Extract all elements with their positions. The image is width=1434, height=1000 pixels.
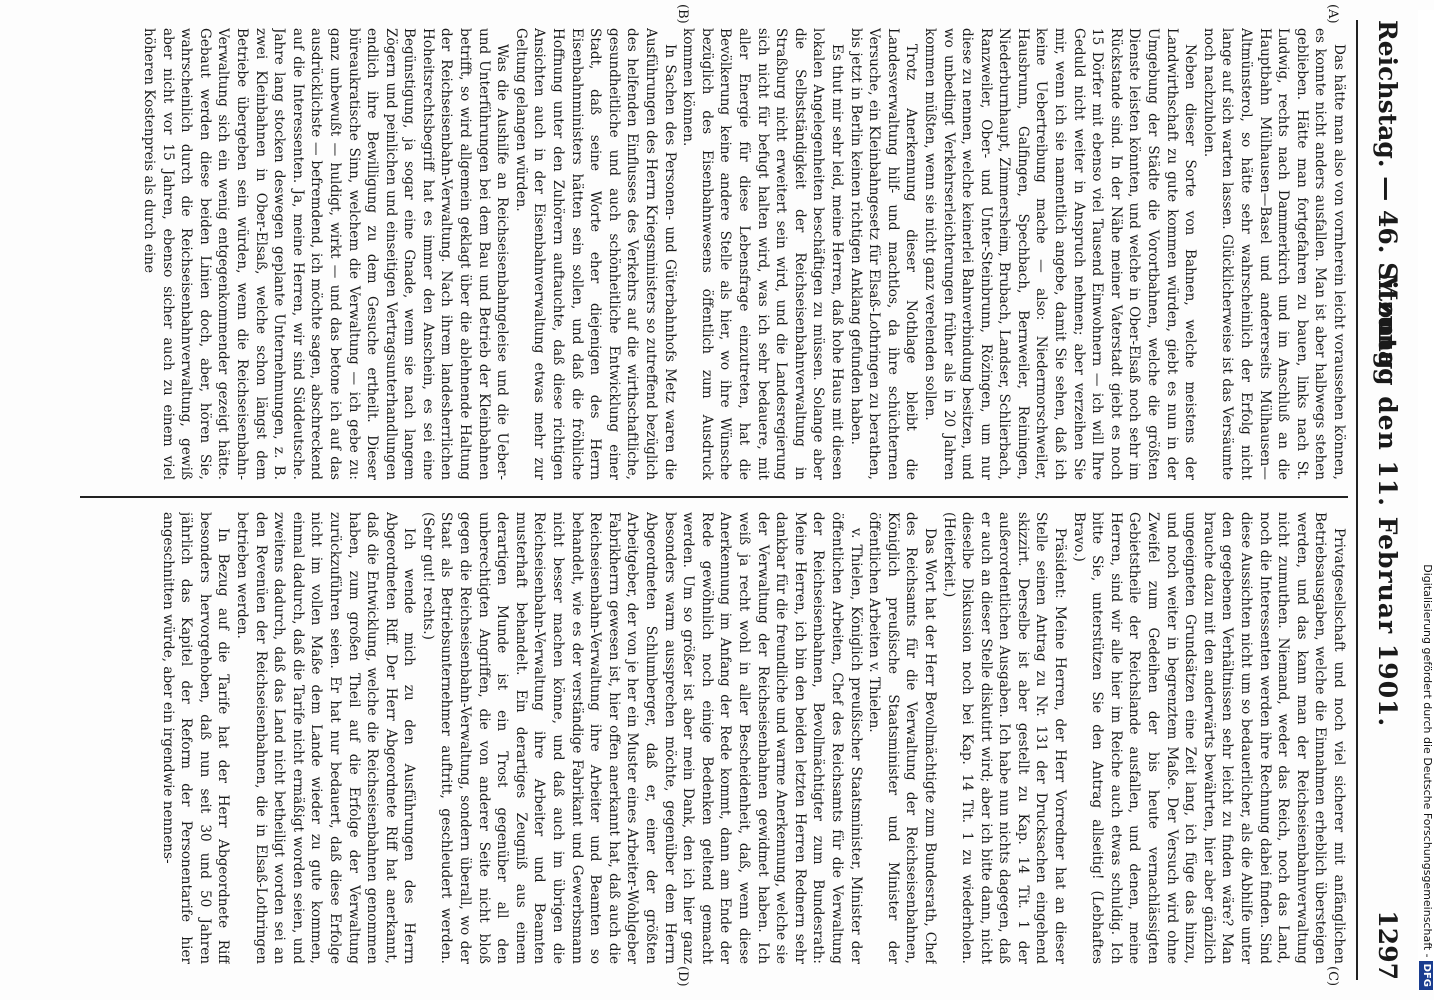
paragraph: Das Wort hat der Herr Bevollmächtigte zum Bundesrath, Chef des Reichsamts für die Verwaltung der Reichseisenbahnen, Königlich preußische Staatsminister und Minister der öffentlichen Arbeiten v. Thielen. bbox=[866, 512, 938, 964]
digitization-text: Digitalisierung gefördert durch die Deutsche Forschungsgemeinschaft - bbox=[1421, 564, 1434, 958]
marker-c: (C) bbox=[1325, 966, 1340, 987]
paragraph: Präsident: Meine Herren, der Herr Vorredner hat an dieser Stelle seinen Antrag zu Nr. 131 der Drucksachen eingehend skizzirt. Derselbe ist aber gestellt zu Kap. 14 Tit. 1 der außerordentlichen Ausgaben. Ich habe nun nichts dagegen, daß er auch an dieser Stelle diskutirt wird; aber ich bitte dann, nicht dieselbe Diskussion noch bei Kap. 14 Tit. 1 zu wiederholen. (Heiterkeit.) bbox=[940, 512, 1069, 964]
column-divider bbox=[80, 496, 1348, 498]
paragraph: Was die Aushilfe an Reichseisenbahngeleise und die Ueber- und Unterführungen bei dem Bau und Betrieb der Kleinbahnen betrifft, so wird allgemein geklagt über die ablehnende Haltung der Reichseisenbahn-Verwaltung. Nach ihrem landesherrlichen Hoheitsrechtsbegriff hat es immer den Anschein, es sei eine Begünstigung, ja sogar eine Gnade, wenn sie nach langem Zögern und peinlichen und einseitigen Vertragsunterhandlungen endlich ihre Bewilligung zu dem Gesuche ertheilt. Dieser büreaukratische Sinn, welchem die Verwaltung — ich gebe zu: ganz unbewußt — huldigt, wirkt — und das betone ich auf das ausdrücklichste — befremdend, ich möchte sagen, abschreckend auf die Interessenten. Ja, meine Herren, wir sind Süddeutsche. Jahre lang stocken deswegen geplante Unternehmungen, z. B. zwei Kleinbahnen in Ober-Elsaß, welche schon längst dem Betriebe übergeben sein würden, wenn die Reichseisenbahn-Verwaltung sich ein wenig entgegenkommender gezeigt hätte. Gebaut werden diese beiden Linien doch, aber, hören Sie, wahrscheinlich durch die Reichseisenbahnverwaltung, gewiß aber nicht vor 15 Jahren, ebenso sicher auch zu einem viel höheren Kostenpreis als durch eine bbox=[141, 28, 511, 480]
marker-b: (B) bbox=[675, 4, 690, 24]
paragraph: Neben dieser Sorte von Bahnen, welche meistens der Landwirthschaft zu gute kommen würden, giebt es nun in der Umgebung der Städte die Vorortbahnen, welche die größten Dienste leisten könnten, und welche in Ober-Elsaß noch sehr im Rückstande sind. In der Nähe meiner Vaterstadt giebt es noch 15 Dörfer mit ebenso viel Tausend Einwohnern — ich will Ihre Geduld nicht weiter in Anspruch nehmen; aber verzeihen Sie mir, wenn ich sie namentlich angebe, damit Sie sehen, daß ich keine Uebertreibung mache — also: Niedermorschweiler, Hausbrunn, Galfingen, Spechbach, Bernweiler, Reiningen, Niederburnhaupt, Zimmersheim, Brubach, Landser, Schlierbach, Ranzweiler, Ober- und Unter-Steinbrunn, Rözingen, um nur diese zu nennen, welche keinerlei Bahnverbindung besitzen, und wo unbedingt Verkehrserleichterungen früher als in 20 Jahren kommen müßten, wenn sie nicht ganz verelenden sollen. bbox=[921, 28, 1199, 480]
paragraph: Ich wende mich zu den Ausführungen des Herrn Abgeordneten Riff. Der Herr Abgeordnete Riff hat anerkannt, daß die Entwicklung, welche die Reichseisenbahnen genommen haben, zum großen Theil auf die Erfolge der Verwaltung zurückzuführen seien. Er hat nur bedauert, daß diese Erfolge nicht im vollen Maße dem Lande wieder zu gute kommen, einmal dadurch, daß die Tarife nicht ermäßigt worden seien, und zweitens dadurch, daß das Land nicht betheiligt worden sei an den Revenüen der Reichseisenbahnen, die in Elsaß-Lothringen betrieben werden. bbox=[233, 512, 418, 964]
paragraph: Privatgesellschaft und noch viel sicherer mit anfänglichen Betriebsausgaben, welche die Einnahmen erheblich übersteigen werden, und das kann man der Reichseisenbahnverwaltung nicht zumuthen. Niemand, weder das Reich, noch das Land, noch die Interessenten werden ihre Rechnung dabei finden. Sind diese Aussichten nicht um so bedauerlicher, als die Abhilfe unter den gegebenen Verhältnissen sehr leicht zu finden wäre? Man brauche dazu mit den anderwärts bewährten, hier aber gänzlich ungeeigneten Grundsätzen eine Zeit lang, ich füge das hinzu, und noch weiter in begrenztem Maße. Der Versuch wird ohne Zweifel zum Gedeihen der bis heute vernachlässigten Gebietstheile der Reichslande ausfallen, und denen, meine Herren, sind wir alle hier im Reiche auch etwas schuldig. Ich bitte Sie, unterstützen Sie den Antrag allseitig! (Lebhaftes Bravo.) bbox=[1070, 512, 1347, 964]
paragraph: v. Thielen, Königlich preußischer Staatsminister, Minister der öffentlichen Arbeiten, Chef des Reichsamts für die Verwaltung der Reichseisenbahnen, Bevollmächtigter zum Bundesrath: Meine Herren, ich bin den beiden letzten Herren Rednern sehr dankbar für die freundliche und warme Anerkennung, welche sie der Verwaltung der Reichseisenbahnen gewidmet haben. Ich weiß ja recht wohl in aller Bescheidenheit, daß, wenn diese Anerkennung im Anfang der Rede kommt, dann am Ende der Rede gewöhnlich noch einige Bedenken geltend gemacht werden. Um so größer ist aber mein Dank, den ich hier ganz besonders warm aussprechen möchte, gegenüber dem Herrn Abgeordneten Schlumberger, daß er, einer der größten Arbeitgeber, der von je her ein Muster eines Arbeiter-Wohlgeber Fabrikherrn gewesen ist, hier offen anerkannt hat, daß auch die Reichseisenbahn-Verwaltung ihre Arbeiter und Beamten so behandelt, wie es der verständige Fabrikant und Gewerbsmann nicht besser machen könne, und daß auch im übrigen die Reichseisenbahn-Verwaltung ihre Arbeiter und Beamten musterhaft behandelt. Ein derartiges Zeugniß aus einem derartigen Munde ist ein Trost gegenüber all den unberechtigten Angriffen, die von anderer Seite nicht bloß gegen die Reichseisenbahn-Verwaltung, sondern überall, wo der Staat als Betriebsunternehmer auftritt, geschleudert werden. (Sehr gut! rechts.) bbox=[419, 512, 864, 964]
session-title: Reichstag. — 46. Sitzung. bbox=[1373, 20, 1402, 379]
paragraph: In Bezug auf die Tarife hat der Herr Abgeordnete Riff besonders hervorgehoben, daß nun seit 30 und 50 Jahren jährlich das Kapitel der Reform der Personentarife hier angeschnitten würde, aber ein irgendwie nennens- bbox=[159, 512, 232, 964]
page-number: 1297 bbox=[1373, 910, 1402, 980]
marker-a: (A) bbox=[1325, 4, 1340, 24]
paragraph: In Sachen des Personen- und Güterbahnhofs Metz waren die Ausführungen des Herrn Kriegsministers so zutreffend bezüglich des helfenden Einflusses des Verkehrs auf die wirthschaftliche, gesundheitliche und auch schönheitliche Entwicklung einer Stadt, daß seine Worte eher diejenigen des Herrn Eisenbahnministers hätten sein sollen, und daß die fröhliche Hoffnung unter den Zuhörern auftauchte, daß diese richtigen Ansichten auch in der Eisenbahnverwaltung etwas mehr zur Geltung gelangen würden. bbox=[512, 28, 678, 480]
paragraph: Es thut mir sehr leid, meine Herren, daß hohe Haus mit diesen lokalen Angelegenheiten beschäftigen zu müssen. Solange aber die Selbstständigkeit der Reichseisenbahnverwaltung in Straßburg nicht erweitert sein wird, und die Landesregierung sich nicht für befugt halten wird, was ich sehr bedauere, mit aller Energie für diese Lebensfrage einzutreten, hat die Bevölkerung keine andere Stelle als hier, wo ihre Wünsche bezüglich des Eisenbahnwesens öffentlich zum Ausdruck kommen können. bbox=[680, 28, 845, 480]
right-column bbox=[80, 512, 1348, 964]
left-column bbox=[80, 28, 1348, 480]
paragraph: Trotz Anerkennung dieser Nothlage bleibt die Landesverwaltung hilf- und machtlos, da ihre schüchternen Versuche, ein Kleinbahngesetz für Elsaß-Lothringen zu berathen, bis jetzt in Berlin keinen richtigen Anklang gefunden haben. bbox=[847, 28, 920, 480]
digitization-note bbox=[1420, 10, 1434, 990]
date-title: Montag den 11. Februar 1901. bbox=[1373, 272, 1402, 728]
page-header bbox=[1356, 20, 1412, 980]
marker-d: (D) bbox=[675, 966, 690, 987]
dfg-logo: DFG bbox=[1419, 961, 1433, 990]
paragraph: Das hätte man also von vornherein leicht voraussehen können, es konnte nicht anders ausfallen. Man ist aber halbwegs stehen geblieben. Hätte man fortgefahren zu bauen, links nach St. Ludwig, rechts nach Dammerkirch und im Anschluß an die Hauptbahn Mülhausen—Basel und andererseits Mülhausen—Altmünsterol, so hätte sehr wahrscheinlich der Erfolg nicht lange auf sich warten lassen. Glücklicherweise ist das Versäumte noch nachzuholen. bbox=[1200, 28, 1347, 480]
newspaper-page bbox=[58, 0, 1418, 1000]
